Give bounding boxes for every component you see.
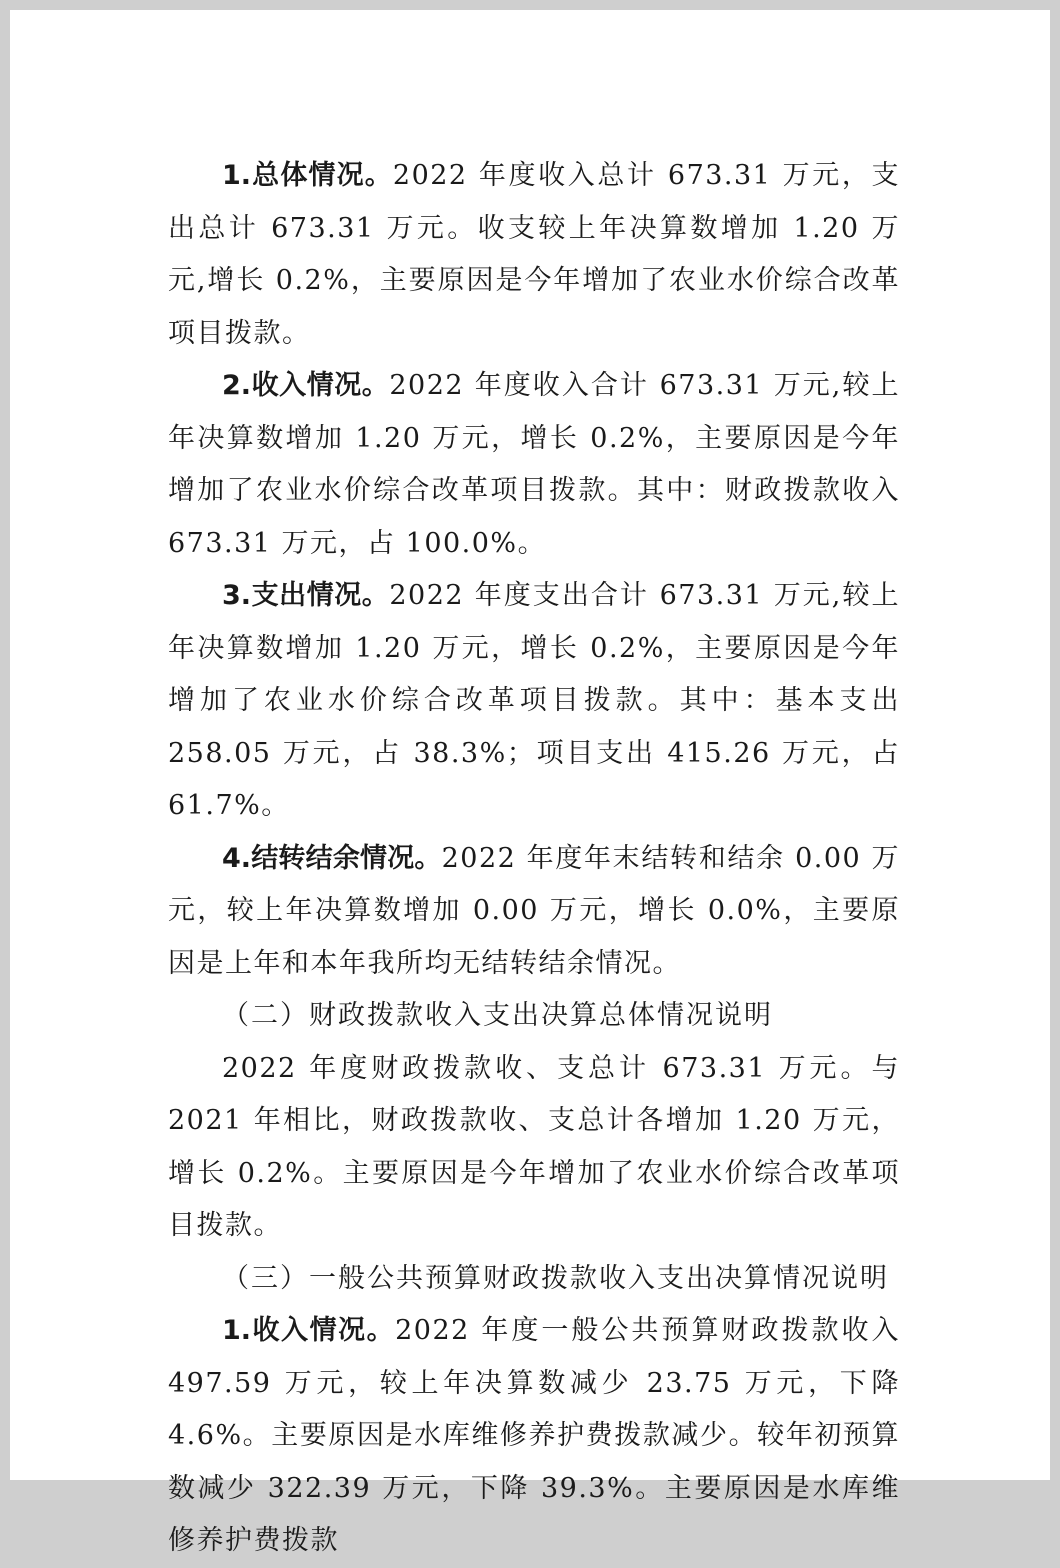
paragraph-income <box>168 360 900 570</box>
section-heading-3: （三）一般公共预算财政拨款收入支出决算情况说明 <box>222 1262 889 1294</box>
section-heading-2: （二）财政拨款收入支出决算总体情况说明 <box>222 1000 773 1031</box>
document-body <box>168 150 900 1568</box>
paragraph-text: 2022 年度收入总计 673.31 万元，支出总计 673.31 万元。收支较上年决算数增加 1.20 万元,增长 0.2%，主要原因是今年增加了农业水价综合改革项目拨款。 <box>168 160 901 349</box>
paragraph-lead: 3.支出情况。 <box>222 580 390 611</box>
paragraph-lead: 2.收入情况。 <box>222 370 390 401</box>
paragraph-text: 2022 年度年末结转和结余 0.00 万元，较上年决算数增加 0.00 万元，增长 0.0%，主要原因是上年和本年我所均无结转结余情况。 <box>168 842 900 979</box>
paragraph-lead: 1.总体情况。 <box>222 160 393 191</box>
paragraph-text: 2022 年度收入合计 673.31 万元,较上年决算数增加 1.20 万元，增长 0.2%，主要原因是今年增加了农业水价综合改革项目拨款。其中：财政拨款收入 673.31 万元，占 100.0%。 <box>168 370 900 559</box>
paragraph-expenditure <box>168 570 900 833</box>
paragraph-text: 2022 年度支出合计 673.31 万元,较上年决算数增加 1.20 万元，增长 0.2%，主要原因是今年增加了农业水价综合改革项目拨款。其中：基本支出 258.05 万元，占 38.3%；项目支出 415.26 万元，占 61.7%。 <box>168 580 900 821</box>
paragraph-carryover <box>168 833 900 991</box>
paragraph-overall <box>168 150 900 360</box>
section2-paragraph: 2022 年度财政拨款收、支总计 673.31 万元。与 2021 年相比，财政拨款收、支总计各增加 1.20 万元，增长 0.2%。主要原因是今年增加了农业水价综合改革项目拨款。 <box>168 1052 900 1241</box>
document-page <box>10 10 1050 1556</box>
section3-income-paragraph <box>168 1305 900 1568</box>
paragraph-lead: 4.结转结余情况。 <box>222 842 442 874</box>
paragraph-lead: 1.收入情况。 <box>222 1315 396 1346</box>
paragraph-text: 2022 年度一般公共预算财政拨款收入 497.59 万元，较上年决算数减少 23.75 万元，下降 4.6%。主要原因是水库维修养护费拨款减少。较年初预算数减少 322.39 万元，下降 39.3%。主要原因是水库维修养护费拨款 <box>168 1315 900 1556</box>
